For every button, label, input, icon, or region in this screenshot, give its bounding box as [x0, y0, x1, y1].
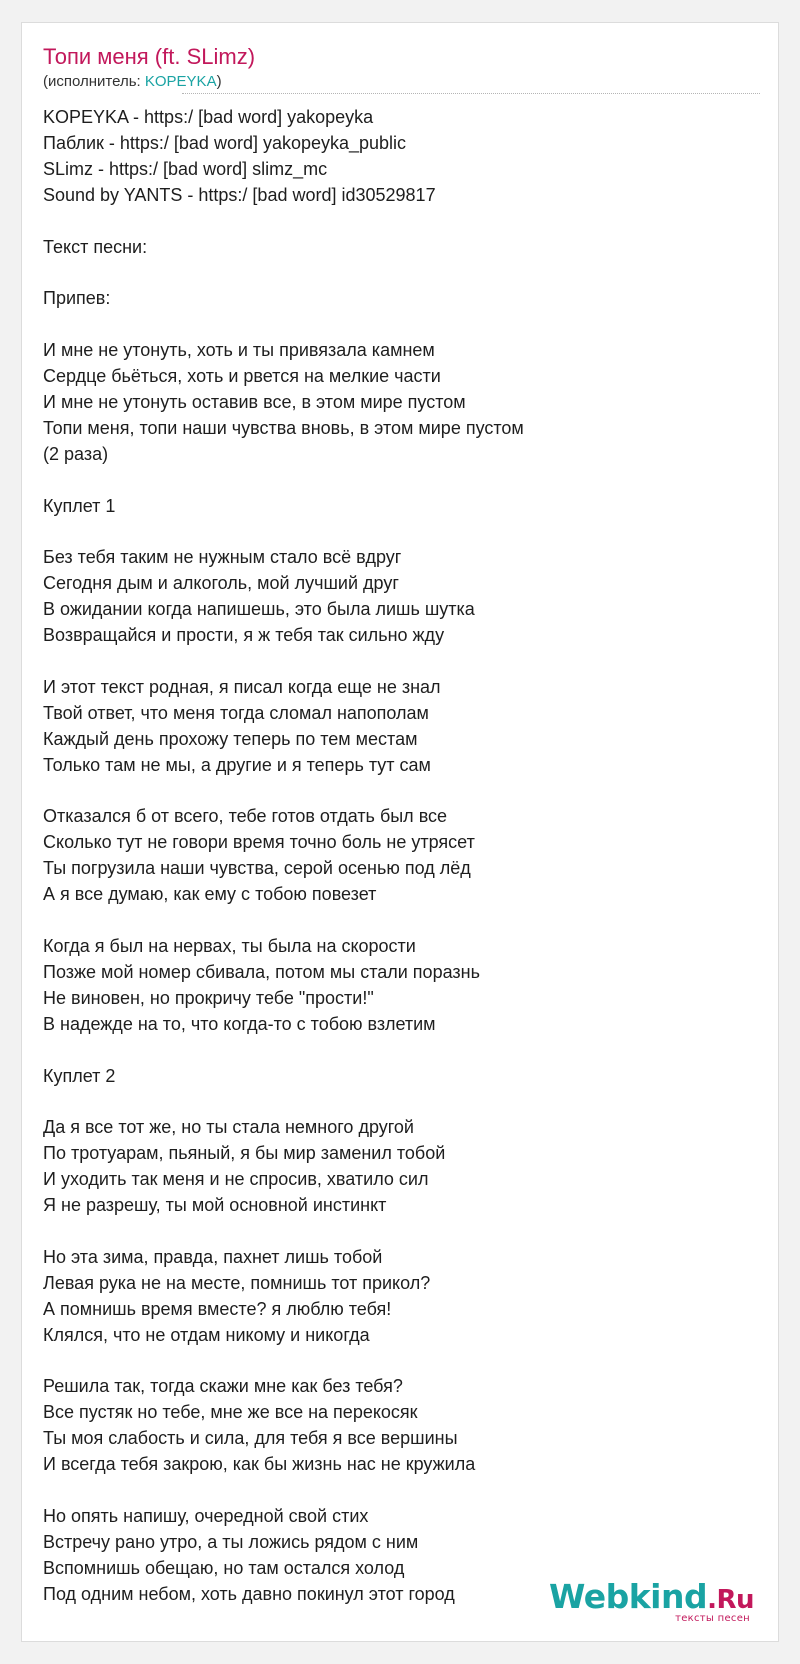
logo-tld: .Ru: [707, 1585, 754, 1615]
lyrics-text: KOPEYKA - https:/ [bad word] yakopeyka Паблик - https:/ [bad word] yakopeyka_public SLimz - https:/ [bad word] slimz_mc Sound by YANTS - https:/ [bad word] id30529817 Текст песни: Припев: И мне не утонуть, хоть и ты привязала камнем Сердце бьёться, хоть и рвется на мелкие части И мне не утонуть оставив все, в этом мире пустом Топи меня, топи наши чувства вновь, в этом мире пустом (2 раза) Куплет 1 Без тебя таким не нужным стало всё вдруг Сегодня дым и алкоголь, мой лучший друг В ожидании когда напишешь, это была лишь шутка Возвращайся и прости, я ж тебя так сильно жду И этот текст родная, я писал когда еще не знал Твой ответ, что меня тогда сломал напополам Каждый день прохожу теперь по тем местам Только там не мы, а другие и я теперь тут сам Отказался б от всего, тебе готов отдать был все Сколько тут не говори время точно боль не утрясет Ты погрузила наши чувства, серой осенью под лёд А я все думаю, как ему с тобою повезет Когда я был на нервах, ты была на скорости Позже мой номер сбивала, потом мы стали поразнь Не виновен, но прокричу тебе "прости!" В надежде на то, что когда-то с тобою взлетим Куплет 2 Да я все тот же, но ты стала немного другой По тротуарам, пьяный, я бы мир заменил тобой И уходить так меня и не спросив, хватило сил Я не разрешу, ты мой основной инстинкт Но эта зима, правда, пахнет лишь тобой Левая рука не на месте, помнишь тот прикол? А помнишь время вместе? я люблю тебя! Клялся, что не отдам никому и никогда Решила так, тогда скажи мне как без тебя? Все пустяк но тебе, мне же все на перекосяк Ты моя слабость и сила, для тебя я все вершины И всегда тебя закрою, как бы жизнь нас не кружила Но опять напишу, очередной свой стих Встречу рано утро, а ты ложись рядом с ним Вспомнишь обещаю, но там остался холод Под одним небом, хоть давно покинул этот город: [43, 107, 524, 1604]
webkind-logo[interactable]: [548, 1577, 754, 1627]
artist-line: [43, 73, 222, 91]
logo-word: Webkind: [548, 1577, 708, 1616]
lyrics-page: [21, 22, 779, 1642]
artist-link[interactable]: KOPEYKA: [144, 73, 217, 90]
artist-prefix: (исполнитель:: [43, 73, 145, 90]
song-title: Топи меня (ft. SLimz): [43, 44, 256, 69]
header-divider: [182, 93, 760, 94]
artist-suffix: ): [216, 73, 222, 90]
logo-tagline: тексты песен: [675, 1613, 750, 1624]
